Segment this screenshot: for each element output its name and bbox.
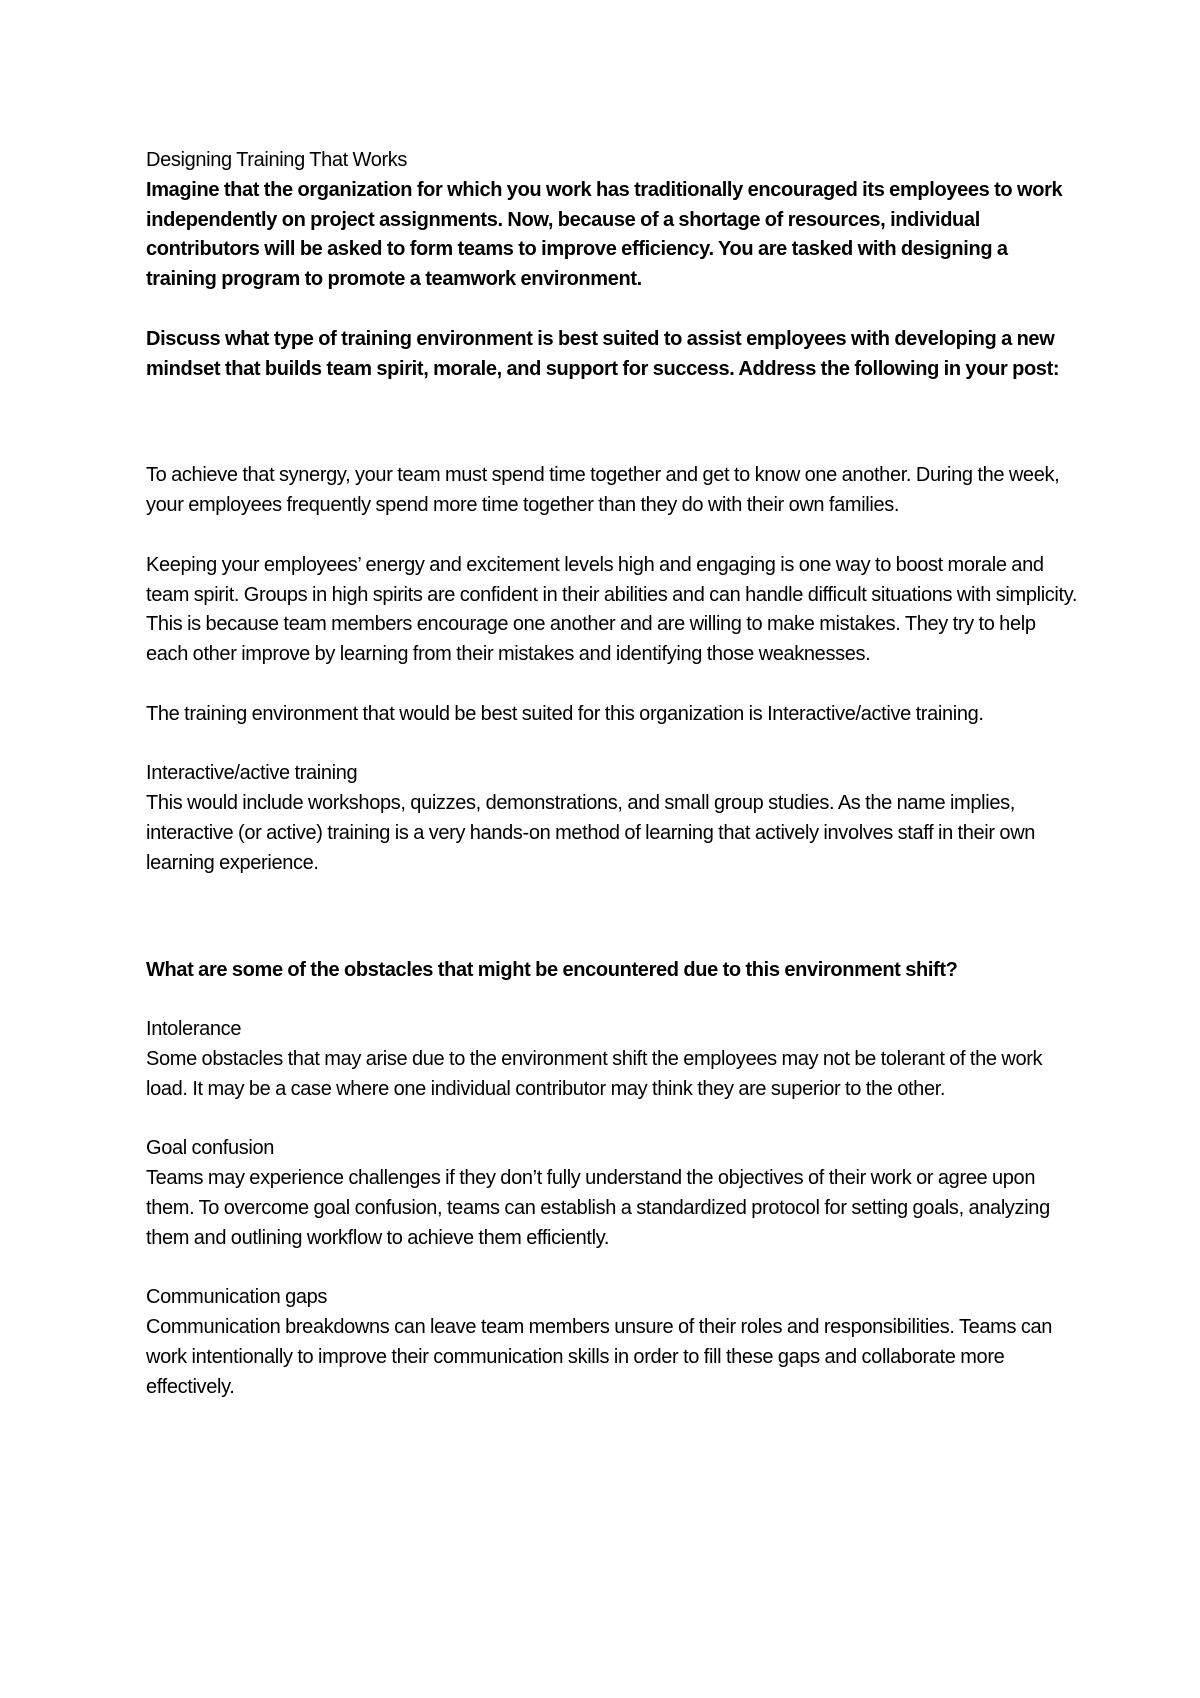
goal-confusion-paragraph: Teams may experience challenges if they don’t fully understand the objectives of their work or agree upon them. To overcome goal confusion, teams can establish a standardized protocol for setting goals, analyzing them and outlining workflow to achieve them efficiently. — [146, 1167, 1050, 1249]
spacer — [146, 1254, 1081, 1284]
document-body — [146, 146, 1081, 1402]
goal-confusion-heading: Goal confusion — [146, 1137, 275, 1160]
intro-paragraph: Imagine that the organization for which you work has traditionally encouraged its employees to work independently on project assignments. Now, because of a shortage of resources, individual contributors will be asked to form teams to improve efficiency. You are tasked with designing a training program to promote a teamwork environment. — [146, 178, 1063, 291]
interactive-heading: Interactive/active training — [146, 762, 358, 785]
spacer — [146, 879, 1081, 956]
synergy-paragraph: To achieve that synergy, your team must spend time together and get to know one another. During the week, your employees frequently spend more time together than they do with their own families. — [146, 464, 1060, 517]
obstacles-question: What are some of the obstacles that might be encountered due to this environment shift? — [146, 958, 958, 981]
document-title: Designing Training That Works — [146, 149, 408, 171]
spacer — [146, 670, 1081, 700]
spacer — [146, 295, 1081, 325]
intolerance-paragraph: Some obstacles that may arise due to the environment shift the employees may not be tolerant of the work load. It may be a case where one individual contributor may think they are superior to the other. — [146, 1047, 1043, 1100]
prompt-paragraph: Discuss what type of training environment is best suited to assist employees with developing a new mindset that builds team spirit, morale, and support for success. Address the following in your post: — [146, 327, 1060, 380]
energy-paragraph: Keeping your employees’ energy and excitement levels high and engaging is one way to boost morale and team spirit. Groups in high spirits are confident in their abilities and can handle difficult situations with simplicity. This is because team members encourage one another and are willing to make mistakes. They try to help each other improve by learning from their mistakes and identifying those weaknesses. — [146, 553, 1078, 666]
interactive-paragraph: This would include workshops, quizzes, demonstrations, and small group studies. As the name implies, interactive (or active) training is a very hands-on method of learning that actively involves staff in their own learning experience. — [146, 792, 1036, 874]
communication-gaps-heading: Communication gaps — [146, 1286, 328, 1309]
spacer — [146, 985, 1081, 1015]
spacer — [146, 1105, 1081, 1135]
spacer — [146, 384, 1081, 461]
intolerance-heading: Intolerance — [146, 1018, 242, 1041]
environment-paragraph: The training environment that would be best suited for this organization is Interactive/active training. — [146, 702, 984, 725]
communication-gaps-paragraph: Communication breakdowns can leave team members unsure of their roles and responsibilities. Teams can work intentionally to improve their communication skills in order to fill these gaps and collaborate more effectively. — [146, 1316, 1053, 1398]
spacer — [146, 730, 1081, 760]
spacer — [146, 521, 1081, 551]
